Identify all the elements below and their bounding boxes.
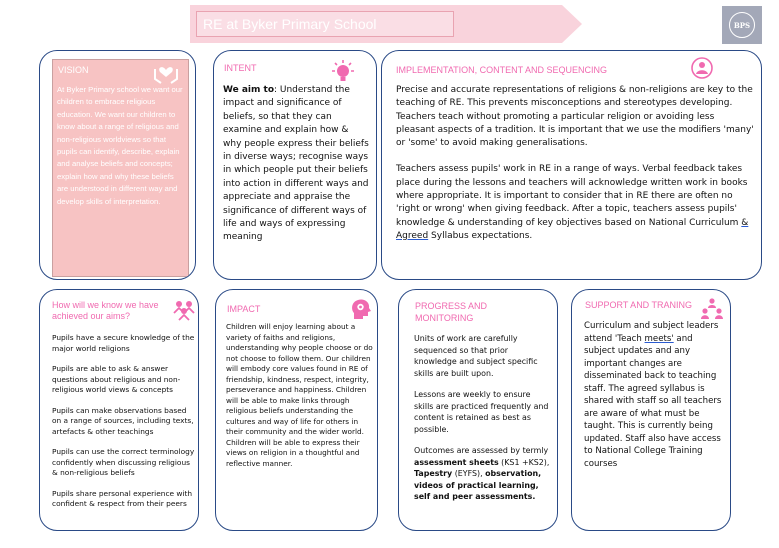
support-text-start: Curriculum and subject leaders attend 'Teach bbox=[584, 321, 719, 344]
progress-paragraph-1: Units of work are carefully sequenced so that prior knowledge and subject specific skills are built upon. bbox=[414, 334, 538, 378]
intent-card bbox=[213, 50, 377, 280]
header-banner bbox=[190, 5, 582, 43]
observation-label: observation, videos of practical learning, self and peer assessments. bbox=[414, 469, 542, 501]
list-item: Pupils are able to ask & answer questions about religious and non-religious world views & concepts bbox=[52, 364, 181, 394]
progress-p3-intro: Outcomes are assessed by termly bbox=[414, 446, 549, 455]
progress-paragraph-2: Lessons are weekly to ensure skills are practiced frequently and content is retained as best as possible. bbox=[414, 390, 549, 434]
person-badge-icon bbox=[691, 57, 713, 81]
impact-card bbox=[215, 289, 378, 531]
support-text-end: and subject updates and any important changes are disseminated back to teaching staff. The agreed syllabus is shared with staff so all teachers are aware of what must be taught. This is currently being updated. Staff also have access to National College Training courses bbox=[584, 333, 722, 469]
implementation-text bbox=[396, 84, 754, 243]
implementation-card bbox=[381, 50, 762, 280]
how-know-list bbox=[52, 333, 196, 510]
implementation-paragraph-2 bbox=[396, 163, 754, 243]
intent-title: INTENT bbox=[224, 63, 257, 73]
assessment-sheets-label: assessment sheets bbox=[414, 457, 499, 467]
vision-title: VISION bbox=[58, 65, 89, 75]
progress-card bbox=[398, 289, 558, 531]
tapestry-label: Tapestry bbox=[414, 469, 453, 478]
how-know-card bbox=[39, 289, 199, 531]
progress-paragraph-3 bbox=[414, 445, 552, 503]
vision-card bbox=[39, 50, 196, 280]
vision-text: At Byker Primary school we want our children to embrace religious education. We want our children to know about a range of religious and non-religious worldviews so that pupils can identify, describe, explain and analyse beliefs and concepts; explain how and why these beliefs are understood in different way and develop skills of interpretation. bbox=[57, 85, 183, 206]
logo-text: BPS bbox=[733, 20, 751, 30]
intent-lead: We aim to bbox=[223, 85, 274, 95]
progress-p3-mid1: (KS1 +KS2), bbox=[498, 457, 550, 467]
head-gear-icon bbox=[350, 297, 372, 321]
implementation-title: IMPLEMENTATION, CONTENT AND SEQUENCING bbox=[396, 65, 608, 75]
progress-text bbox=[414, 333, 552, 503]
list-item: Pupils can use the correct terminology confidently when discussing religious & non-religious beliefs bbox=[52, 447, 195, 477]
support-text bbox=[584, 320, 726, 470]
lightbulb-icon bbox=[330, 59, 356, 85]
list-item: Pupils have a secure knowledge of the major world religions bbox=[52, 333, 195, 353]
implementation-paragraph-2-start: Teachers assess pupils' work in RE in a range of ways. Verbal feedback takes place during the lessons and teachers will acknowledge written work in books where appropriate. It is important to consider that in RE there are often no 'right or wrong' when giving feedback. After a topic, teachers assess pupils' knowledge & understanding of key objectives based on National Curriculum bbox=[396, 164, 748, 228]
progress-p3-mid2: (EYFS), bbox=[452, 469, 486, 478]
list-item: Pupils share personal experience with confident & respect from their peers bbox=[52, 488, 193, 508]
agreed-syllabus-link-text: & Agreed bbox=[396, 217, 749, 241]
impact-title: IMPACT bbox=[227, 304, 261, 314]
progress-title: PROGRESS AND MONITORING bbox=[415, 301, 488, 323]
intent-text bbox=[223, 84, 369, 245]
page-title: RE at Byker Primary School bbox=[196, 11, 454, 37]
support-card bbox=[571, 289, 731, 531]
list-item: Pupils can make observations based on a range of sources, including texts, artefacts & other teachings bbox=[52, 405, 194, 436]
logo-emblem bbox=[729, 12, 755, 38]
intent-body: : Understand the impact and significance of beliefs, so that they can examine and explain how & why people express their beliefs in diverse ways; recognise ways in which people put their beliefs into action in different ways and appreciate and appraise the significance of different ways of life and ways of expressing meaning bbox=[223, 85, 369, 243]
hands-heart-icon bbox=[153, 61, 179, 85]
how-know-title: How will we know we have achieved our aims? bbox=[52, 300, 159, 321]
group-icon bbox=[171, 298, 197, 322]
implementation-paragraph-2-end: Syllabus expectations. bbox=[428, 230, 533, 241]
people-network-icon bbox=[699, 297, 725, 321]
impact-text: Children will enjoy learning about a variety of faiths and religions, understanding why people choose or do not choose to follow them. Our children will embody core values found in RE of friendship, kindness, respect, integrity, perseverance and happiness. Children will be able to make links through religious beliefs understanding the cultures and way of life for others in their community and the wider world. Children will be able to express their views on religion in a thoughtful and reflective manner. bbox=[226, 322, 373, 468]
school-logo bbox=[722, 6, 762, 44]
implementation-paragraph-1: Precise and accurate representations of religions & non-religions are key to the teaching of RE. This prevents misconceptions and stereotypes developing. Teachers teach without promoting a particular religion or avoiding less pleasant aspects of a tradition. It is important that we use the modifiers 'many' or 'some' to avoid making generalisations. bbox=[396, 85, 754, 149]
support-title: SUPPORT AND TRANING bbox=[585, 300, 693, 310]
teach-meets-text: meets' bbox=[644, 333, 674, 344]
